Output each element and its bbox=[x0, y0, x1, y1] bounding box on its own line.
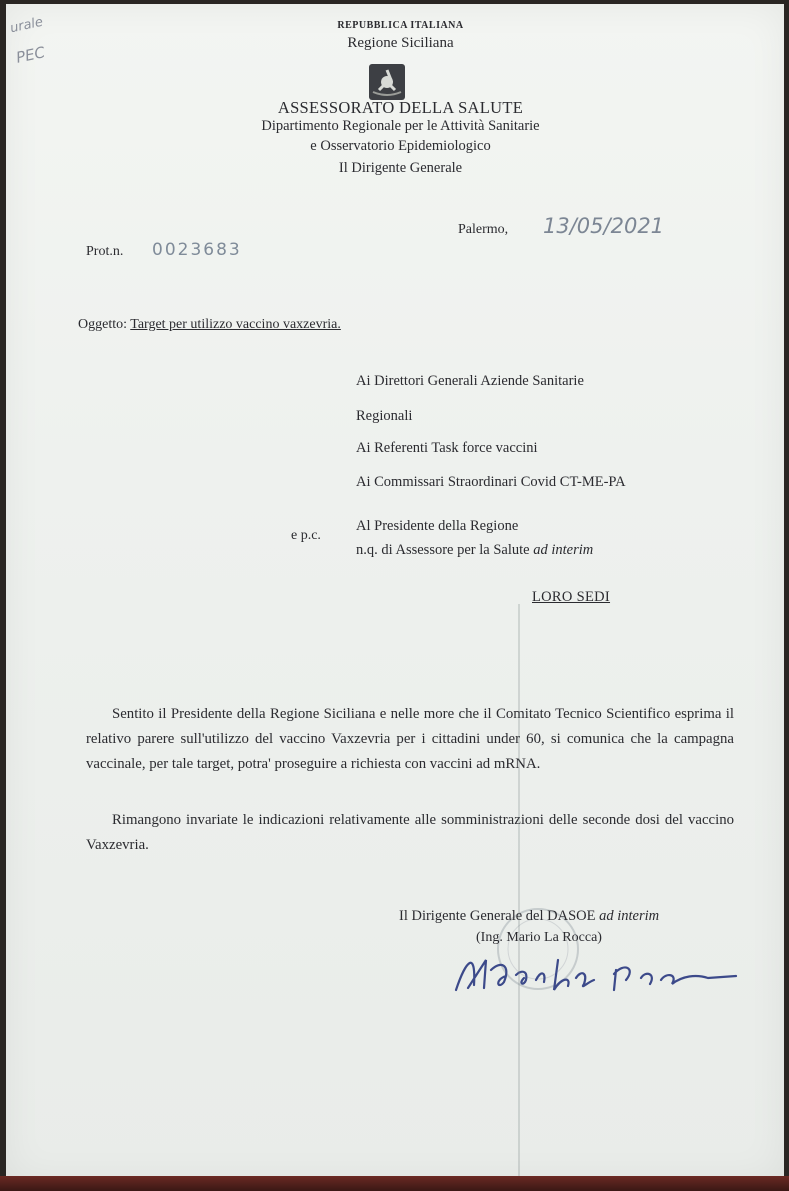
recipient-1-line2: Regionali bbox=[356, 408, 413, 424]
place-city: Palermo, bbox=[458, 222, 509, 237]
cc-line1: Al Presidente della Regione bbox=[356, 518, 519, 534]
desk-surface bbox=[0, 1176, 789, 1191]
header-department-line1: Dipartimento Regionale per le Attività Sanitarie bbox=[261, 118, 540, 134]
protocol-label: Prot.n. bbox=[86, 244, 124, 259]
subject-line bbox=[78, 317, 341, 333]
paper-fold-line bbox=[518, 604, 520, 1180]
signature-name: (Ing. Mario La Rocca) bbox=[476, 930, 602, 945]
trinacria-emblem-icon bbox=[367, 62, 407, 102]
subject-label: Oggetto: bbox=[78, 317, 127, 332]
cc-label: e p.c. bbox=[291, 528, 321, 543]
signature-title-italic: ad interim bbox=[599, 908, 660, 924]
header-director: Il Dirigente Generale bbox=[338, 160, 463, 176]
header-department-line2: e Osservatorio Epidemiologico bbox=[310, 138, 491, 154]
recipient-2: Ai Referenti Task force vaccini bbox=[356, 440, 538, 456]
header-region: Regione Siciliana bbox=[347, 35, 454, 51]
body-paragraph-2: Rimangono invariate le indicazioni relativamente alle somministrazioni delle seconde dosi del vaccino Vaxzevria. bbox=[86, 812, 734, 853]
cc-line2-italic: ad interim bbox=[533, 542, 594, 558]
recipient-3: Ai Commissari Straordinari Covid CT-ME-PA bbox=[356, 474, 626, 490]
signature-title-text: Il Dirigente Generale del DASOE bbox=[399, 908, 596, 924]
margin-note-line2: PEC bbox=[14, 43, 47, 67]
loro-sedi: LORO SEDI bbox=[532, 589, 611, 605]
body-paragraph-1: Sentito il Presidente della Regione Siciliana e nelle more che il Comitato Tecnico Scientifico esprima il relativo parere sull'utilizzo del vaccino Vaxzevria per i cittadini under 60, si comunica che la campagna vaccinale, per tale target, potra' proseguire a richiesta con vaccini ad mRNA. bbox=[86, 706, 734, 772]
document-page bbox=[6, 4, 784, 1182]
recipient-1-line1: Ai Direttori Generali Aziende Sanitarie bbox=[356, 373, 584, 389]
cc-line2-text: n.q. di Assessore per la Salute bbox=[356, 542, 530, 558]
document-date: 13/05/2021 bbox=[543, 214, 665, 238]
signature-title bbox=[399, 908, 659, 925]
handwritten-signature-icon bbox=[446, 940, 746, 1000]
subject-text: Target per utilizzo vaccino vaxzevria. bbox=[130, 317, 341, 332]
cc-line2 bbox=[356, 542, 593, 559]
protocol-number: 0023683 bbox=[152, 240, 242, 260]
header-assessorato: ASSESSORATO DELLA SALUTE bbox=[277, 98, 524, 117]
margin-note-line1: urale bbox=[8, 14, 45, 37]
header-republic: REPUBBLICA ITALIANA bbox=[337, 20, 464, 31]
